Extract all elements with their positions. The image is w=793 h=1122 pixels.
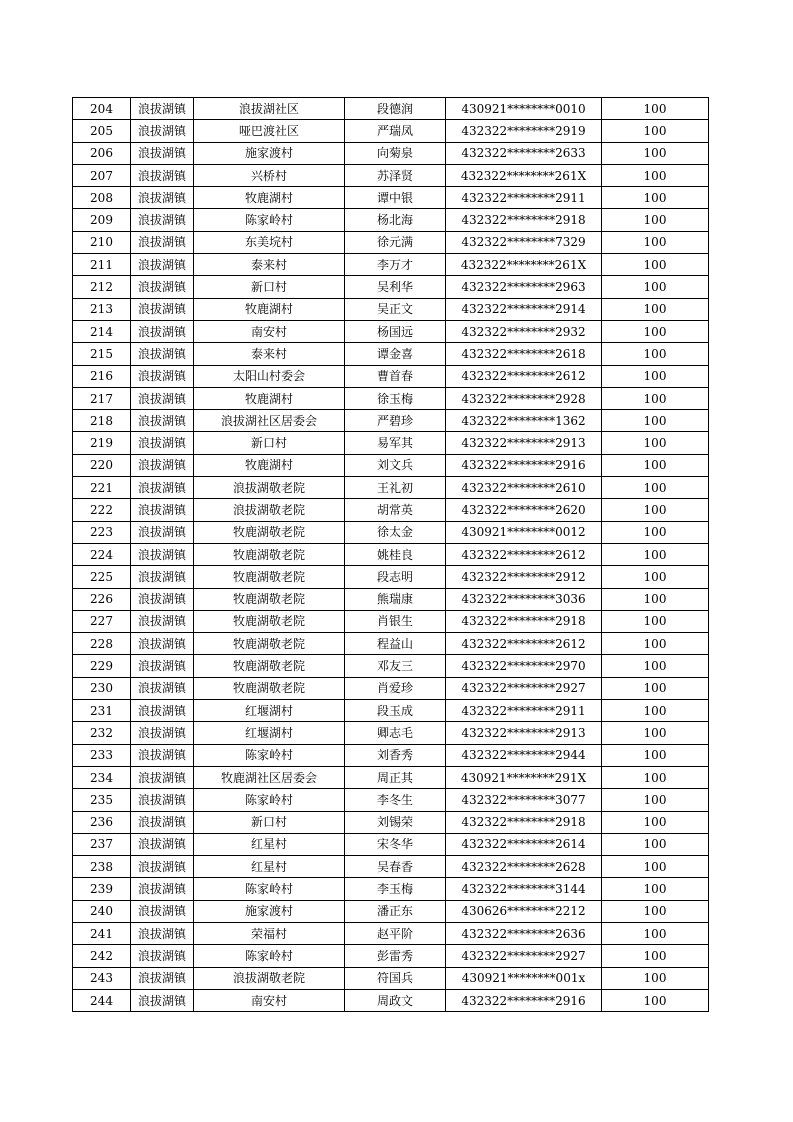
amount-cell: 100: [602, 164, 709, 186]
amount-cell: 100: [602, 98, 709, 120]
town-cell: 浪拔湖镇: [131, 521, 194, 543]
town-cell: 浪拔湖镇: [131, 454, 194, 476]
name-cell: 徐玉梅: [345, 387, 446, 409]
table-row: [73, 967, 709, 989]
name-cell: 谭金喜: [345, 343, 446, 365]
row-number-cell: 236: [73, 811, 131, 833]
name-cell: 王礼初: [345, 477, 446, 499]
row-number-cell: 238: [73, 856, 131, 878]
table-row: [73, 387, 709, 409]
table-row: [73, 766, 709, 788]
row-number-cell: 232: [73, 722, 131, 744]
name-cell: 李冬生: [345, 789, 446, 811]
row-number-cell: 211: [73, 254, 131, 276]
village-cell: 陈家岭村: [194, 209, 345, 231]
table-row: [73, 298, 709, 320]
name-cell: 周政文: [345, 989, 446, 1011]
row-number-cell: 209: [73, 209, 131, 231]
amount-cell: 100: [602, 744, 709, 766]
amount-cell: 100: [602, 209, 709, 231]
table-row: [73, 454, 709, 476]
row-number-cell: 212: [73, 276, 131, 298]
id-number-cell: 432322********2970: [446, 655, 602, 677]
table-row: [73, 365, 709, 387]
village-cell: 牧鹿湖村: [194, 187, 345, 209]
row-number-cell: 229: [73, 655, 131, 677]
id-number-cell: 432322********3144: [446, 878, 602, 900]
id-number-cell: 432322********2614: [446, 833, 602, 855]
table-row: [73, 499, 709, 521]
village-cell: 陈家岭村: [194, 878, 345, 900]
id-number-cell: 432322********2918: [446, 209, 602, 231]
name-cell: 姚桂良: [345, 543, 446, 565]
amount-cell: 100: [602, 365, 709, 387]
row-number-cell: 230: [73, 677, 131, 699]
amount-cell: 100: [602, 789, 709, 811]
town-cell: 浪拔湖镇: [131, 254, 194, 276]
id-number-cell: 430626********2212: [446, 900, 602, 922]
town-cell: 浪拔湖镇: [131, 231, 194, 253]
village-cell: 牧鹿湖敬老院: [194, 610, 345, 632]
row-number-cell: 210: [73, 231, 131, 253]
town-cell: 浪拔湖镇: [131, 365, 194, 387]
town-cell: 浪拔湖镇: [131, 700, 194, 722]
amount-cell: 100: [602, 187, 709, 209]
table-row: [73, 744, 709, 766]
town-cell: 浪拔湖镇: [131, 789, 194, 811]
amount-cell: 100: [602, 254, 709, 276]
row-number-cell: 220: [73, 454, 131, 476]
town-cell: 浪拔湖镇: [131, 276, 194, 298]
amount-cell: 100: [602, 967, 709, 989]
id-number-cell: 432322********2916: [446, 454, 602, 476]
village-cell: 新口村: [194, 276, 345, 298]
village-cell: 牧鹿湖敬老院: [194, 633, 345, 655]
row-number-cell: 205: [73, 120, 131, 142]
village-cell: 红堰湖村: [194, 722, 345, 744]
id-number-cell: 432322********2919: [446, 120, 602, 142]
amount-cell: 100: [602, 276, 709, 298]
row-number-cell: 206: [73, 142, 131, 164]
village-cell: 施家渡村: [194, 900, 345, 922]
row-number-cell: 214: [73, 320, 131, 342]
name-cell: 邓友三: [345, 655, 446, 677]
name-cell: 符国兵: [345, 967, 446, 989]
id-number-cell: 432322********2612: [446, 633, 602, 655]
town-cell: 浪拔湖镇: [131, 588, 194, 610]
table-row: [73, 231, 709, 253]
table-row: [73, 700, 709, 722]
table-row: [73, 588, 709, 610]
name-cell: 程益山: [345, 633, 446, 655]
name-cell: 胡常英: [345, 499, 446, 521]
name-cell: 赵平阶: [345, 922, 446, 944]
table-row: [73, 120, 709, 142]
town-cell: 浪拔湖镇: [131, 766, 194, 788]
amount-cell: 100: [602, 499, 709, 521]
town-cell: 浪拔湖镇: [131, 543, 194, 565]
id-number-cell: 432322********3077: [446, 789, 602, 811]
amount-cell: 100: [602, 120, 709, 142]
row-number-cell: 216: [73, 365, 131, 387]
village-cell: 浪拔湖社区: [194, 98, 345, 120]
table-row: [73, 922, 709, 944]
table-row: [73, 187, 709, 209]
amount-cell: 100: [602, 811, 709, 833]
id-number-cell: 432322********2927: [446, 677, 602, 699]
town-cell: 浪拔湖镇: [131, 922, 194, 944]
name-cell: 潘正东: [345, 900, 446, 922]
amount-cell: 100: [602, 633, 709, 655]
amount-cell: 100: [602, 566, 709, 588]
town-cell: 浪拔湖镇: [131, 833, 194, 855]
table-row: [73, 254, 709, 276]
table-row: [73, 878, 709, 900]
village-cell: 兴桥村: [194, 164, 345, 186]
amount-cell: 100: [602, 922, 709, 944]
town-cell: 浪拔湖镇: [131, 677, 194, 699]
id-number-cell: 432322********2618: [446, 343, 602, 365]
town-cell: 浪拔湖镇: [131, 120, 194, 142]
village-cell: 新口村: [194, 811, 345, 833]
id-number-cell: 432322********2911: [446, 700, 602, 722]
id-number-cell: 432322********2913: [446, 432, 602, 454]
village-cell: 泰来村: [194, 254, 345, 276]
row-number-cell: 213: [73, 298, 131, 320]
id-number-cell: 432322********2913: [446, 722, 602, 744]
id-number-cell: 432322********2918: [446, 811, 602, 833]
name-cell: 严碧珍: [345, 410, 446, 432]
village-cell: 牧鹿湖敬老院: [194, 521, 345, 543]
name-cell: 杨国远: [345, 320, 446, 342]
id-number-cell: 430921********0010: [446, 98, 602, 120]
town-cell: 浪拔湖镇: [131, 811, 194, 833]
table-row: [73, 945, 709, 967]
id-number-cell: 432322********3036: [446, 588, 602, 610]
village-cell: 牧鹿湖敬老院: [194, 677, 345, 699]
amount-cell: 100: [602, 900, 709, 922]
name-cell: 宋冬华: [345, 833, 446, 855]
id-number-cell: 432322********2911: [446, 187, 602, 209]
name-cell: 易军其: [345, 432, 446, 454]
id-number-cell: 432322********261X: [446, 164, 602, 186]
amount-cell: 100: [602, 722, 709, 744]
name-cell: 肖银生: [345, 610, 446, 632]
id-number-cell: 432322********1362: [446, 410, 602, 432]
village-cell: 哑巴渡社区: [194, 120, 345, 142]
village-cell: 陈家岭村: [194, 744, 345, 766]
town-cell: 浪拔湖镇: [131, 477, 194, 499]
id-number-cell: 432322********7329: [446, 231, 602, 253]
id-number-cell: 432322********2628: [446, 856, 602, 878]
town-cell: 浪拔湖镇: [131, 98, 194, 120]
name-cell: 熊瑞康: [345, 588, 446, 610]
town-cell: 浪拔湖镇: [131, 744, 194, 766]
table-row: [73, 633, 709, 655]
village-cell: 红堰湖村: [194, 700, 345, 722]
table-row: [73, 164, 709, 186]
amount-cell: 100: [602, 298, 709, 320]
row-number-cell: 228: [73, 633, 131, 655]
amount-cell: 100: [602, 320, 709, 342]
village-cell: 牧鹿湖敬老院: [194, 566, 345, 588]
name-cell: 段志明: [345, 566, 446, 588]
town-cell: 浪拔湖镇: [131, 209, 194, 231]
village-cell: 牧鹿湖敬老院: [194, 588, 345, 610]
table-row: [73, 276, 709, 298]
row-number-cell: 204: [73, 98, 131, 120]
row-number-cell: 226: [73, 588, 131, 610]
row-number-cell: 208: [73, 187, 131, 209]
name-cell: 段德润: [345, 98, 446, 120]
table-row: [73, 209, 709, 231]
id-number-cell: 432322********2620: [446, 499, 602, 521]
id-number-cell: 430921********0012: [446, 521, 602, 543]
table-row: [73, 432, 709, 454]
id-number-cell: 432322********2610: [446, 477, 602, 499]
town-cell: 浪拔湖镇: [131, 989, 194, 1011]
row-number-cell: 242: [73, 945, 131, 967]
town-cell: 浪拔湖镇: [131, 320, 194, 342]
village-cell: 新口村: [194, 432, 345, 454]
town-cell: 浪拔湖镇: [131, 633, 194, 655]
row-number-cell: 223: [73, 521, 131, 543]
table-row: [73, 900, 709, 922]
village-cell: 浪拔湖敬老院: [194, 499, 345, 521]
town-cell: 浪拔湖镇: [131, 164, 194, 186]
amount-cell: 100: [602, 989, 709, 1011]
name-cell: 李玉梅: [345, 878, 446, 900]
name-cell: 吴利华: [345, 276, 446, 298]
village-cell: 施家渡村: [194, 142, 345, 164]
name-cell: 苏泽贤: [345, 164, 446, 186]
table-row: [73, 343, 709, 365]
row-number-cell: 231: [73, 700, 131, 722]
amount-cell: 100: [602, 878, 709, 900]
name-cell: 刘香秀: [345, 744, 446, 766]
village-cell: 南安村: [194, 320, 345, 342]
id-number-cell: 432322********2912: [446, 566, 602, 588]
id-number-cell: 432322********2916: [446, 989, 602, 1011]
name-cell: 徐太金: [345, 521, 446, 543]
table-row: [73, 477, 709, 499]
name-cell: 杨北海: [345, 209, 446, 231]
town-cell: 浪拔湖镇: [131, 142, 194, 164]
id-number-cell: 432322********2612: [446, 543, 602, 565]
table-row: [73, 142, 709, 164]
name-cell: 严瑞凤: [345, 120, 446, 142]
row-number-cell: 233: [73, 744, 131, 766]
amount-cell: 100: [602, 521, 709, 543]
id-number-cell: 432322********261X: [446, 254, 602, 276]
village-cell: 红星村: [194, 856, 345, 878]
table-row: [73, 543, 709, 565]
id-number-cell: 432322********2932: [446, 320, 602, 342]
village-cell: 牧鹿湖村: [194, 298, 345, 320]
amount-cell: 100: [602, 454, 709, 476]
row-number-cell: 219: [73, 432, 131, 454]
amount-cell: 100: [602, 432, 709, 454]
id-number-cell: 430921********291X: [446, 766, 602, 788]
name-cell: 周正其: [345, 766, 446, 788]
village-cell: 牧鹿湖村: [194, 387, 345, 409]
id-number-cell: 432322********2914: [446, 298, 602, 320]
row-number-cell: 217: [73, 387, 131, 409]
table-row: [73, 811, 709, 833]
town-cell: 浪拔湖镇: [131, 298, 194, 320]
row-number-cell: 243: [73, 967, 131, 989]
id-number-cell: 432322********2633: [446, 142, 602, 164]
row-number-cell: 221: [73, 477, 131, 499]
roster-body: [73, 98, 709, 1012]
name-cell: 刘文兵: [345, 454, 446, 476]
village-cell: 泰来村: [194, 343, 345, 365]
table-row: [73, 833, 709, 855]
id-number-cell: 430921********001x: [446, 967, 602, 989]
village-cell: 牧鹿湖敬老院: [194, 543, 345, 565]
id-number-cell: 432322********2918: [446, 610, 602, 632]
table-row: [73, 789, 709, 811]
town-cell: 浪拔湖镇: [131, 566, 194, 588]
village-cell: 牧鹿湖敬老院: [194, 655, 345, 677]
town-cell: 浪拔湖镇: [131, 945, 194, 967]
amount-cell: 100: [602, 856, 709, 878]
village-cell: 南安村: [194, 989, 345, 1011]
table-row: [73, 410, 709, 432]
amount-cell: 100: [602, 142, 709, 164]
town-cell: 浪拔湖镇: [131, 878, 194, 900]
row-number-cell: 239: [73, 878, 131, 900]
table-row: [73, 320, 709, 342]
village-cell: 红星村: [194, 833, 345, 855]
table-row: [73, 722, 709, 744]
amount-cell: 100: [602, 343, 709, 365]
row-number-cell: 244: [73, 989, 131, 1011]
name-cell: 徐元满: [345, 231, 446, 253]
town-cell: 浪拔湖镇: [131, 432, 194, 454]
table-row: [73, 655, 709, 677]
amount-cell: 100: [602, 477, 709, 499]
town-cell: 浪拔湖镇: [131, 187, 194, 209]
row-number-cell: 241: [73, 922, 131, 944]
town-cell: 浪拔湖镇: [131, 967, 194, 989]
amount-cell: 100: [602, 610, 709, 632]
name-cell: 吴正文: [345, 298, 446, 320]
amount-cell: 100: [602, 410, 709, 432]
town-cell: 浪拔湖镇: [131, 387, 194, 409]
village-cell: 陈家岭村: [194, 945, 345, 967]
name-cell: 吴春香: [345, 856, 446, 878]
row-number-cell: 235: [73, 789, 131, 811]
amount-cell: 100: [602, 700, 709, 722]
town-cell: 浪拔湖镇: [131, 900, 194, 922]
id-number-cell: 432322********2928: [446, 387, 602, 409]
town-cell: 浪拔湖镇: [131, 499, 194, 521]
id-number-cell: 432322********2944: [446, 744, 602, 766]
name-cell: 段玉成: [345, 700, 446, 722]
amount-cell: 100: [602, 387, 709, 409]
village-cell: 牧鹿湖社区居委会: [194, 766, 345, 788]
table-row: [73, 856, 709, 878]
name-cell: 彭雷秀: [345, 945, 446, 967]
village-cell: 牧鹿湖村: [194, 454, 345, 476]
amount-cell: 100: [602, 766, 709, 788]
row-number-cell: 234: [73, 766, 131, 788]
town-cell: 浪拔湖镇: [131, 655, 194, 677]
amount-cell: 100: [602, 945, 709, 967]
row-number-cell: 207: [73, 164, 131, 186]
table-row: [73, 521, 709, 543]
id-number-cell: 432322********2612: [446, 365, 602, 387]
name-cell: 李万才: [345, 254, 446, 276]
village-cell: 浪拔湖敬老院: [194, 967, 345, 989]
name-cell: 卿志毛: [345, 722, 446, 744]
village-cell: 陈家岭村: [194, 789, 345, 811]
name-cell: 肖爱珍: [345, 677, 446, 699]
town-cell: 浪拔湖镇: [131, 343, 194, 365]
amount-cell: 100: [602, 588, 709, 610]
amount-cell: 100: [602, 833, 709, 855]
row-number-cell: 237: [73, 833, 131, 855]
name-cell: 曹首春: [345, 365, 446, 387]
village-cell: 东美垸村: [194, 231, 345, 253]
table-row: [73, 989, 709, 1011]
row-number-cell: 227: [73, 610, 131, 632]
row-number-cell: 224: [73, 543, 131, 565]
town-cell: 浪拔湖镇: [131, 610, 194, 632]
village-cell: 荣福村: [194, 922, 345, 944]
row-number-cell: 225: [73, 566, 131, 588]
table-row: [73, 98, 709, 120]
amount-cell: 100: [602, 655, 709, 677]
table-row: [73, 566, 709, 588]
amount-cell: 100: [602, 677, 709, 699]
row-number-cell: 222: [73, 499, 131, 521]
table-row: [73, 610, 709, 632]
name-cell: 谭中银: [345, 187, 446, 209]
name-cell: 向菊泉: [345, 142, 446, 164]
town-cell: 浪拔湖镇: [131, 856, 194, 878]
village-cell: 浪拔湖敬老院: [194, 477, 345, 499]
amount-cell: 100: [602, 543, 709, 565]
town-cell: 浪拔湖镇: [131, 410, 194, 432]
table-row: [73, 677, 709, 699]
village-cell: 浪拔湖社区居委会: [194, 410, 345, 432]
name-cell: 刘锡荣: [345, 811, 446, 833]
row-number-cell: 218: [73, 410, 131, 432]
id-number-cell: 432322********2963: [446, 276, 602, 298]
row-number-cell: 240: [73, 900, 131, 922]
amount-cell: 100: [602, 231, 709, 253]
id-number-cell: 432322********2636: [446, 922, 602, 944]
town-cell: 浪拔湖镇: [131, 722, 194, 744]
roster-table: [72, 97, 709, 1012]
id-number-cell: 432322********2927: [446, 945, 602, 967]
row-number-cell: 215: [73, 343, 131, 365]
village-cell: 太阳山村委会: [194, 365, 345, 387]
